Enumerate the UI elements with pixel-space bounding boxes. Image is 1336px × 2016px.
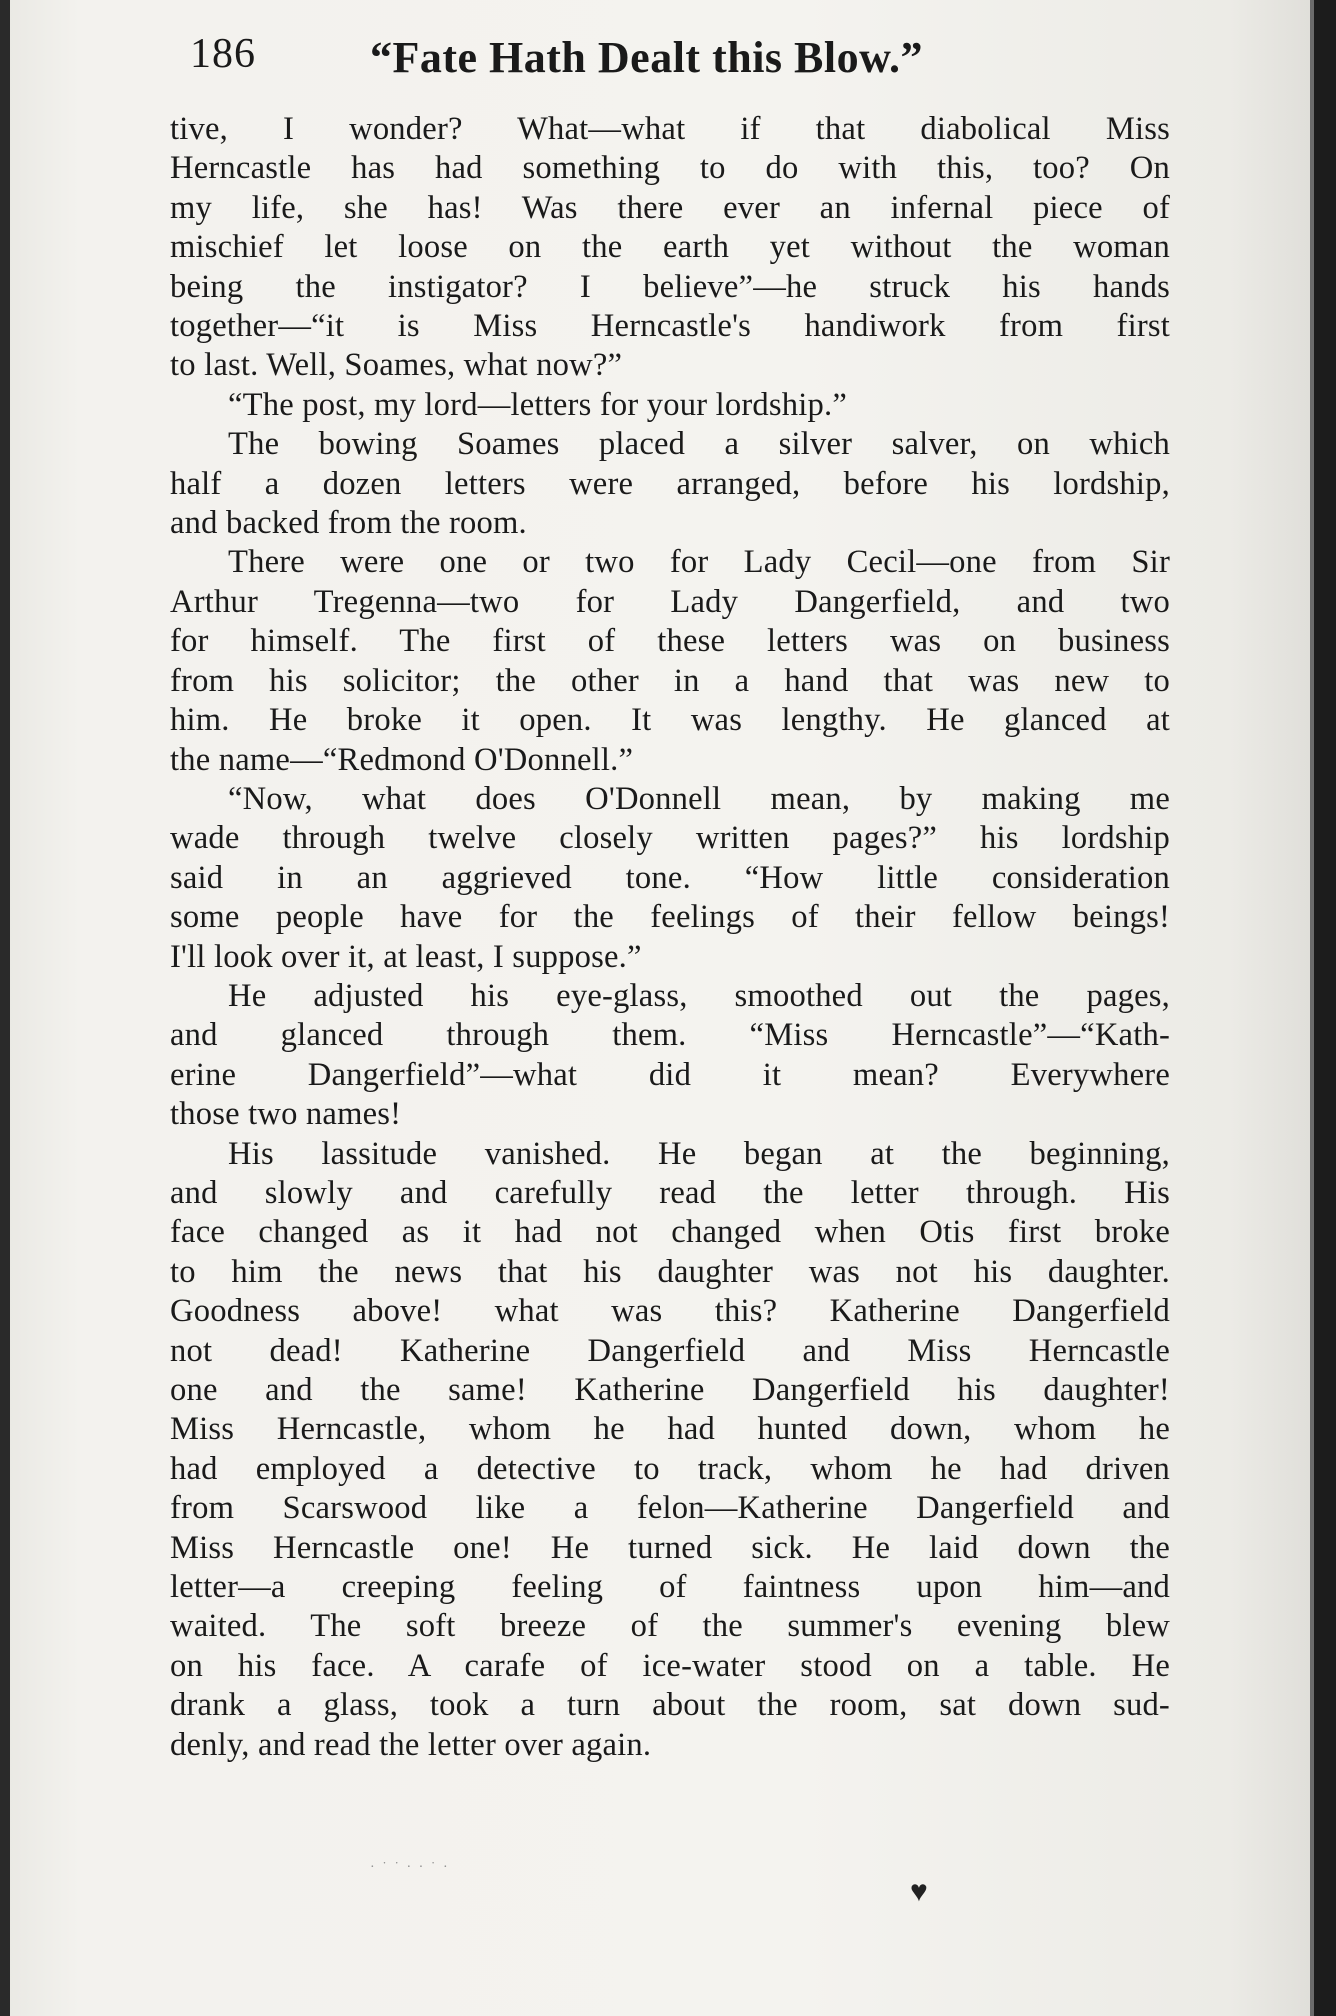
text-line: one and the same! Katherine Dangerfield his daughter! xyxy=(170,1372,1170,1408)
text-line: “The post, my lord—letters for your lordship.” xyxy=(228,386,848,423)
text-line: denly, and read the letter over again. xyxy=(170,1726,652,1763)
paragraph xyxy=(170,110,1170,386)
text-line: him. He broke it open. It was lengthy. He glanced at xyxy=(170,702,1170,739)
text-line: and slowly and carefully read the letter through. His xyxy=(170,1174,1170,1211)
text-line: Herncastle has had something to do with this, too? On xyxy=(170,150,1170,187)
text-line: Miss Herncastle one! He turned sick. He laid down the xyxy=(170,1529,1170,1566)
text-line: “Now, what does O'Donnell mean, by making me xyxy=(228,780,1170,817)
text-line: There were one or two for Lady Cecil—one from Sir xyxy=(228,544,1170,581)
text-line: those two names! xyxy=(170,1096,402,1133)
text-line: Miss Herncastle, whom he had hunted down, whom he xyxy=(170,1411,1170,1448)
text-line: His lassitude vanished. He began at the beginning, xyxy=(228,1135,1170,1172)
text-line: half a dozen letters were arranged, before his lordship, xyxy=(170,465,1170,502)
text-line: He adjusted his eye-glass, smoothed out the pages, xyxy=(228,977,1170,1014)
paragraph xyxy=(170,425,1170,543)
text-line: Goodness above! what was this? Katherine Dangerfield xyxy=(170,1293,1170,1330)
text-line: together—“it is Miss Herncastle's handiwork from first xyxy=(170,308,1170,345)
paragraph xyxy=(170,543,1170,779)
text-line: had employed a detective to track, whom he had driven xyxy=(170,1450,1170,1487)
scan-specks: · ˙ ˙ · · ˙ · xyxy=(370,1860,450,1875)
text-line: and glanced through them. “Miss Herncastle”—“Kath- xyxy=(170,1017,1170,1054)
text-line: tive, I wonder? What—what if that diabolical Miss xyxy=(170,111,1170,147)
text-line: from his solicitor; the other in a hand that was new to xyxy=(170,662,1170,699)
text-line: letter—a creeping feeling of faintness upon him—and xyxy=(170,1569,1170,1606)
paragraph xyxy=(170,780,1170,977)
text-line: mischief let loose on the earth yet without the woman xyxy=(170,229,1170,266)
scan-border-right xyxy=(1314,0,1336,2016)
text-line: Arthur Tregenna—two for Lady Dangerfield, and two xyxy=(170,583,1170,620)
text-line: for himself. The first of these letters was on business xyxy=(170,623,1170,660)
text-line: the name—“Redmond O'Donnell.” xyxy=(170,741,634,778)
text-line: being the instigator? I believe”—he struck his hands xyxy=(170,268,1170,305)
text-line: to last. Well, Soames, what now?” xyxy=(170,347,623,384)
text-line: waited. The soft breeze of the summer's evening blew xyxy=(170,1608,1170,1645)
text-line: from Scarswood like a felon—Katherine Dangerfield and xyxy=(170,1490,1170,1527)
scan-border-left xyxy=(0,0,10,2016)
ornament-mark: ♥ xyxy=(910,1875,928,1908)
text-line: some people have for the feelings of their fellow beings! xyxy=(170,899,1170,936)
body-text xyxy=(170,110,1170,1765)
text-line: and backed from the room. xyxy=(170,505,527,542)
text-line: on his face. A carafe of ice-water stood on a table. He xyxy=(170,1647,1170,1684)
text-line: The bowing Soames placed a silver salver, on which xyxy=(228,426,1170,463)
text-line: erine Dangerfield”—what did it mean? Everywhere xyxy=(170,1056,1170,1093)
paragraph xyxy=(170,977,1170,1135)
running-title: “Fate Hath Dealt this Blow.” xyxy=(370,33,923,82)
text-line: I'll look over it, at least, I suppose.” xyxy=(170,938,642,975)
paragraph xyxy=(170,386,1170,425)
text-line: drank a glass, took a turn about the room, sat down sud- xyxy=(170,1687,1170,1724)
page-number: 186 xyxy=(190,31,256,77)
text-line: said in an aggrieved tone. “How little consideration xyxy=(170,859,1170,896)
text-line: face changed as it had not changed when Otis first broke xyxy=(170,1214,1170,1251)
text-line: not dead! Katherine Dangerfield and Miss Herncastle xyxy=(170,1332,1170,1369)
text-line: wade through twelve closely written pages?” his lordship xyxy=(170,820,1170,857)
paragraph xyxy=(170,1135,1170,1766)
page-header xyxy=(190,22,1170,92)
text-line: my life, she has! Was there ever an infernal piece of xyxy=(170,189,1170,226)
text-line: to him the news that his daughter was not his daughter. xyxy=(170,1253,1170,1290)
